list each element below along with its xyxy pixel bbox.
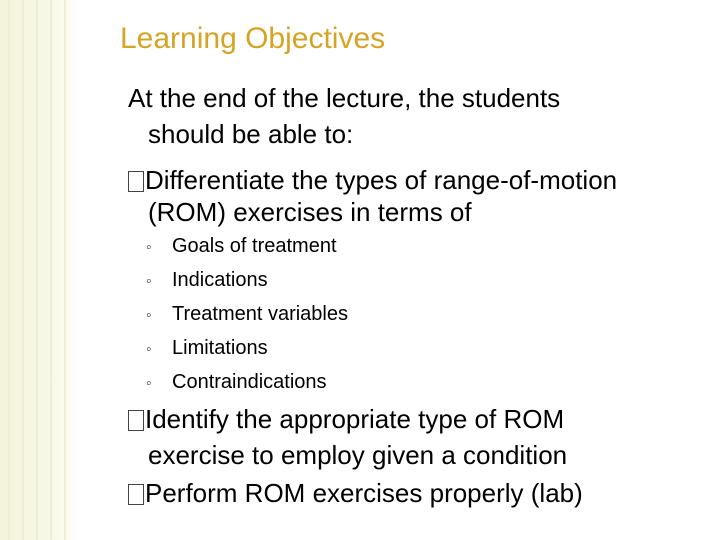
sub-item [146, 229, 337, 265]
sub-bullet-icon: ◦ [146, 341, 152, 358]
sub-item-label: Limitations [172, 337, 268, 359]
sub-bullet-icon: ◦ [146, 375, 152, 392]
decorative-stripe [50, 0, 52, 540]
objective-2-line-1: Identify the appropriate type of ROM [145, 404, 565, 434]
decorative-stripe [64, 0, 66, 540]
sub-bullet-icon: ◦ [146, 239, 152, 256]
objective-3 [128, 475, 583, 511]
missing-glyph-icon [128, 171, 144, 192]
missing-glyph-icon [128, 410, 144, 431]
sub-bullet-icon: ◦ [146, 307, 152, 324]
objective-1-line-2: (ROM) exercises in terms of [148, 197, 472, 227]
objective-1-line-1: Differentiate the types of range-of-motion [145, 165, 618, 195]
sub-item-label: Goals of treatment [172, 235, 337, 257]
objective-2-line-2: exercise to employ given a condition [148, 440, 568, 470]
decorative-left-band [0, 0, 81, 540]
sub-item [146, 331, 268, 367]
objective-2 [128, 401, 564, 437]
decorative-stripe [22, 0, 24, 540]
intro-line-2: should be able to: [148, 119, 354, 149]
missing-glyph-icon [128, 484, 144, 505]
sub-item [146, 297, 348, 333]
objective-1 [128, 162, 617, 198]
decorative-stripe [8, 0, 10, 540]
sub-item [146, 365, 327, 401]
objective-3-line-1: Perform ROM exercises properly (lab) [145, 478, 583, 508]
sub-bullet-icon: ◦ [146, 273, 152, 290]
sub-item [146, 263, 268, 299]
decorative-stripe [36, 0, 38, 540]
sub-item-label: Contraindications [172, 371, 327, 393]
slide-title: Learning Objectives [120, 22, 386, 55]
sub-item-label: Treatment variables [172, 303, 348, 325]
sub-item-label: Indications [172, 269, 268, 291]
intro-line-1: At the end of the lecture, the students [128, 83, 561, 113]
